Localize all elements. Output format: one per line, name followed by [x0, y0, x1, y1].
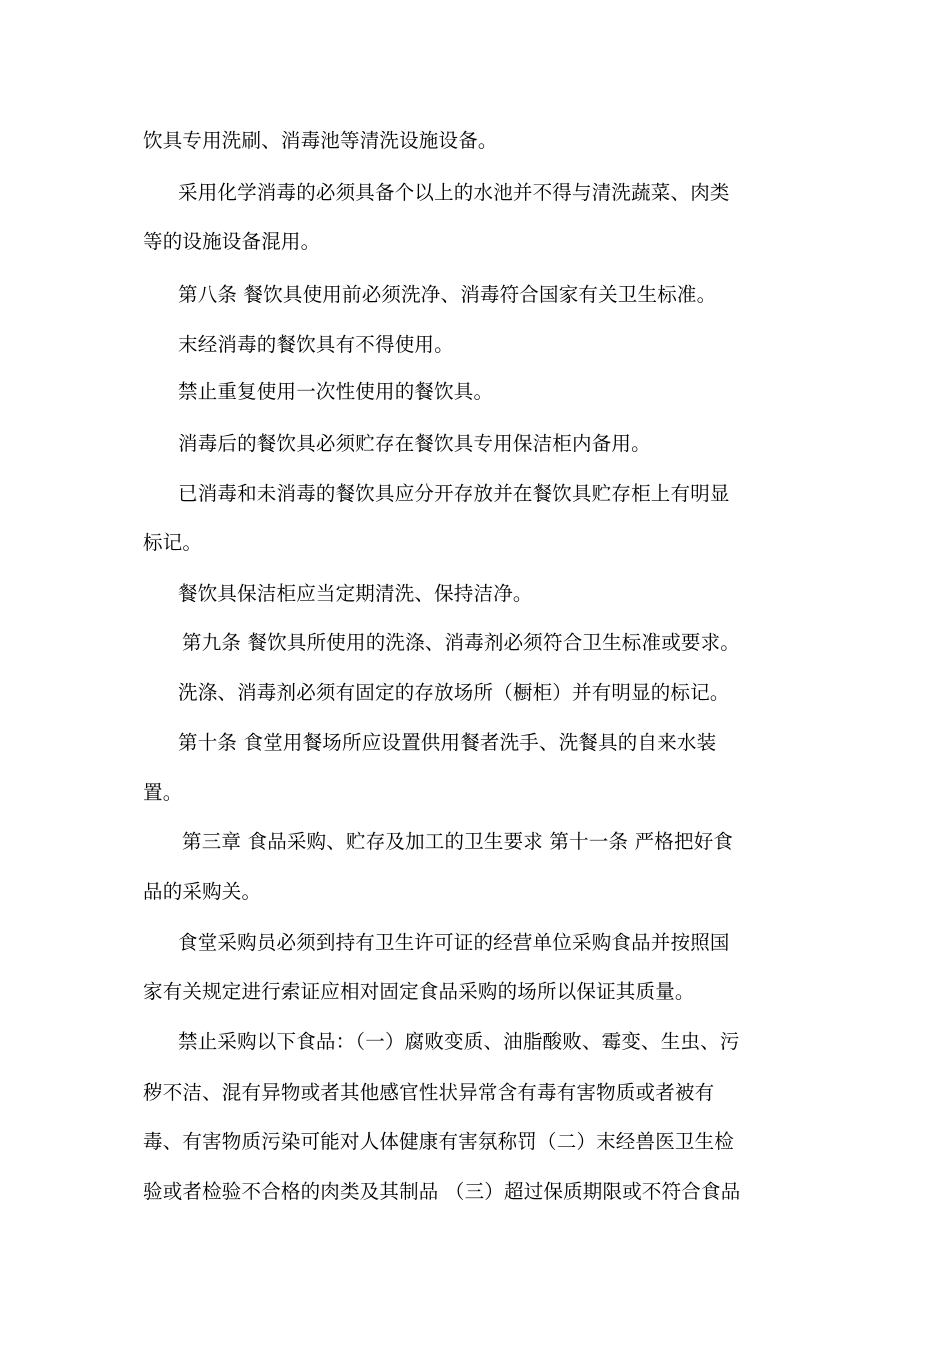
text-line: 采用化学消毒的必须具备个以上的水池并不得与清洗蔬菜、肉类 — [178, 181, 730, 204]
text-line: 第八条 餐饮具使用前必须洗净、消毒符合国家有关卫生标准。 — [178, 283, 717, 306]
text-line: 消毒后的餐饮具必须贮存在餐饮具专用保洁柜内备用。 — [178, 432, 651, 455]
text-line: 第九条 餐饮具所使用的洗涤、消毒剂必须符合卫生标准或要求。 — [182, 631, 740, 654]
text-line: 第三章 食品采购、贮存及加工的卫生要求 第十一条 严格把好食 — [182, 830, 734, 853]
text-line: 标记。 — [143, 531, 203, 554]
text-line: 等的设施设备混用。 — [143, 230, 321, 253]
text-line: 第十条 食堂用餐场所应设置供用餐者洗手、洗餐具的自来水装 — [178, 731, 717, 754]
text-line: 禁止采购以下食品：（一）腐败变质、油脂酸败、霉变、生虫、污 — [178, 1030, 740, 1053]
text-line: 洗涤、消毒剂必须有固定的存放场所（橱柜）并有明显的标记。 — [178, 681, 730, 704]
text-line: 秽不洁、混有异物或者其他感官性状异常含有毒有害物质或者被有 — [143, 1081, 715, 1104]
text-line: 已消毒和未消毒的餐饮具应分开存放并在餐饮具贮存柜上有明显 — [178, 482, 730, 505]
text-line: 品的采购关。 — [143, 880, 262, 903]
text-line: 末经消毒的餐饮具有不得使用。 — [178, 333, 454, 356]
text-line: 餐饮具保洁柜应当定期清洗、保持洁净。 — [178, 582, 533, 605]
text-line: 禁止重复使用一次性使用的餐饮具。 — [178, 380, 494, 403]
text-line: 置。 — [143, 781, 183, 804]
text-line: 食堂采购员必须到持有卫生许可证的经营单位采购食品并按照国 — [178, 931, 730, 954]
text-line: 家有关规定进行索证应相对固定食品采购的场所以保证其质量。 — [143, 980, 695, 1003]
text-line: 饮具专用洗刷、消毒池等清洗设施设备。 — [143, 129, 498, 152]
text-line: 毒、有害物质污染可能对人体健康有害氛称罚（二）末经兽医卫生检 — [143, 1130, 735, 1153]
text-line: 验或者检验不合格的肉类及其制品 （三）超过保质期限或不符合食品 — [143, 1180, 741, 1203]
